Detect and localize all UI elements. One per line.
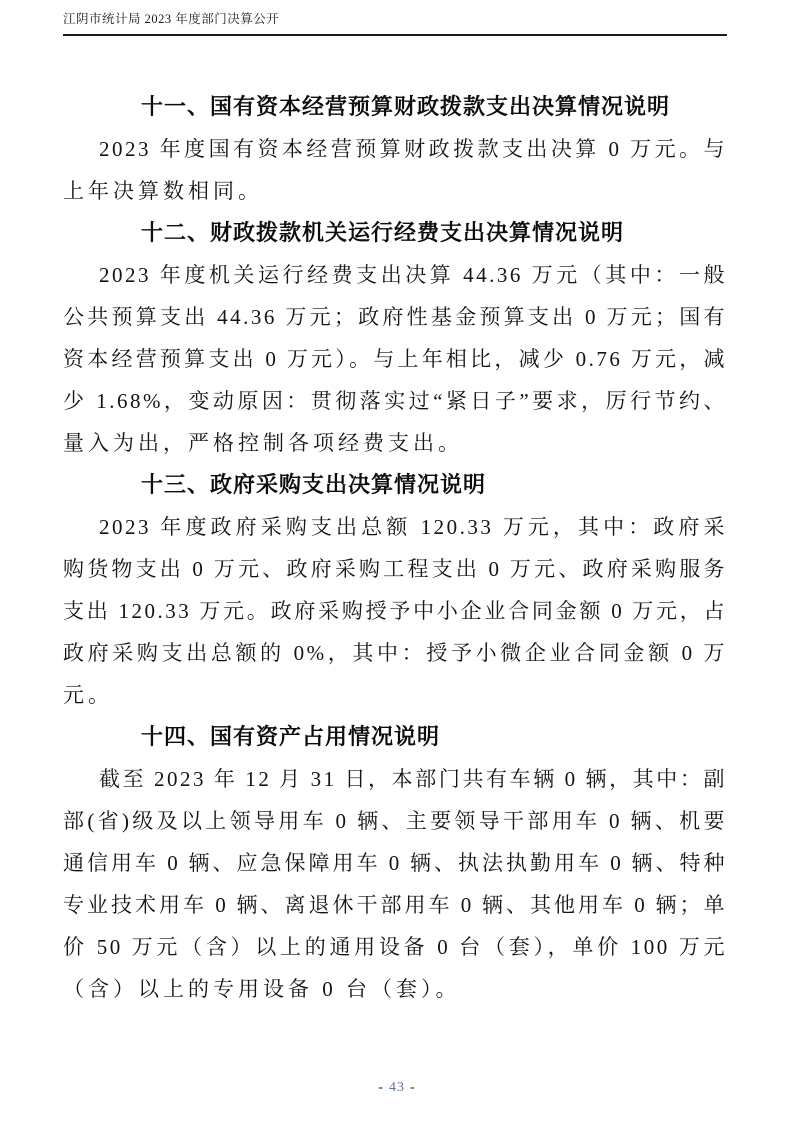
text-line: 部(省)级及以上领导用车 0 辆、主要领导干部用车 0 辆、机要 [63,809,727,833]
text-line: 资本经营预算支出 0 万元）。与上年相比，减少 0.76 万元，减 [63,347,727,371]
page-number: 43 [389,1080,405,1095]
text-line: 政府采购支出总额的 0%，其中：授予小微企业合同金额 0 万 [63,641,727,665]
text-line: 2023 年度机关运行经费支出决算 44.36 万元（其中：一般 [99,263,727,287]
document-body [63,86,727,1010]
section-heading: 十四、国有资产占用情况说明 [141,724,441,749]
section-heading: 十三、政府采购支出决算情况说明 [141,472,487,497]
section-heading: 十一、国有资本经营预算财政拨款支出决算情况说明 [141,94,671,119]
text-line: 截至 2023 年 12 月 31 日，本部门共有车辆 0 辆，其中：副 [99,767,727,791]
footer-dash-right: - [410,1080,416,1095]
page-header [63,11,727,36]
footer-dash-left: - [378,1080,384,1095]
text-line: 量入为出，严格控制各项经费支出。 [63,431,463,455]
text-line: 通信用车 0 辆、应急保障用车 0 辆、执法执勤用车 0 辆、特种 [63,851,727,875]
text-line: 少 1.68%，变动原因：贯彻落实过“紧日子”要求，厉行节约、 [63,389,727,413]
text-line: 公共预算支出 44.36 万元；政府性基金预算支出 0 万元；国有 [63,305,727,329]
text-line: 价 50 万元（含）以上的通用设备 0 台（套），单价 100 万元 [63,935,727,959]
text-line: 上年决算数相同。 [63,179,263,203]
text-line: 购货物支出 0 万元、政府采购工程支出 0 万元、政府采购服务 [63,557,727,581]
text-line: 2023 年度政府采购支出总额 120.33 万元，其中：政府采 [99,515,727,539]
text-line: 支出 120.33 万元。政府采购授予中小企业合同金额 0 万元，占 [63,599,727,623]
header-title: 江阴市统计局 2023 年度部门决算公开 [63,12,280,26]
page-footer [0,1080,794,1096]
text-line: （含）以上的专用设备 0 台（套）。 [63,977,461,1001]
text-line: 2023 年度国有资本经营预算财政拨款支出决算 0 万元。与 [99,137,727,161]
section-heading: 十二、财政拨款机关运行经费支出决算情况说明 [141,220,625,245]
text-line: 元。 [63,683,113,707]
text-line: 专业技术用车 0 辆、离退休干部用车 0 辆、其他用车 0 辆；单 [63,893,727,917]
